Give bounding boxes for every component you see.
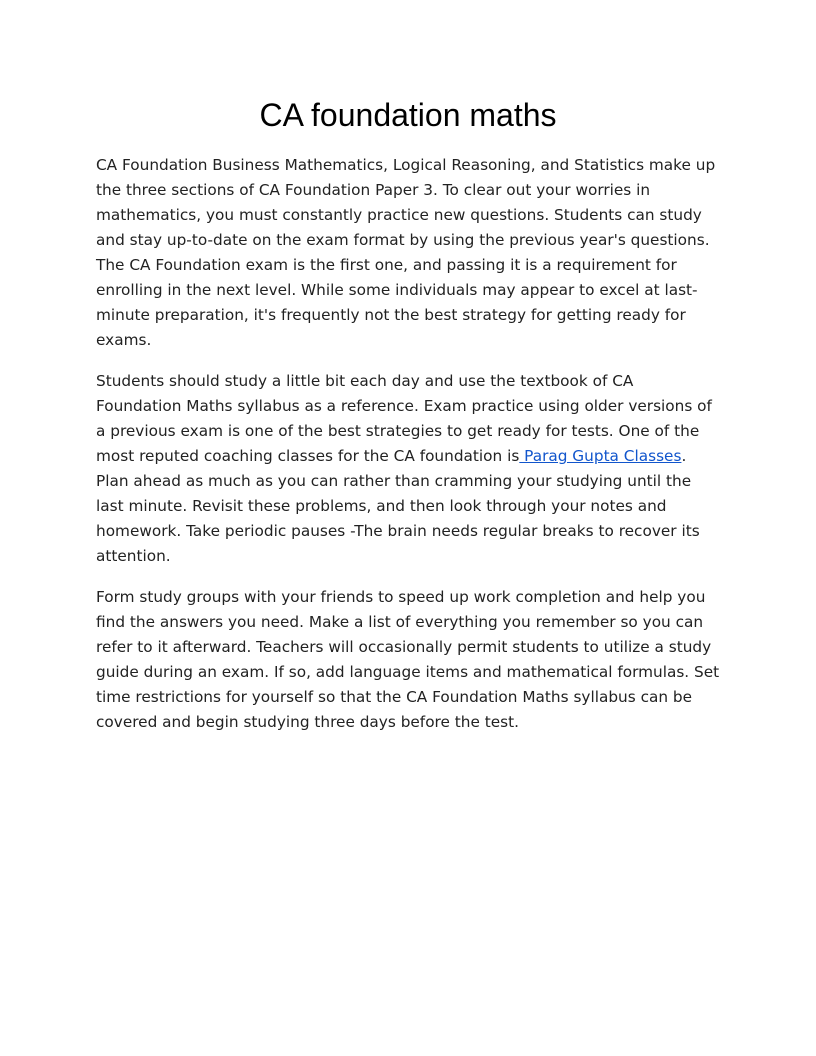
document-body <box>96 153 722 751</box>
paragraph-2-text-after-link: . Plan ahead as much as you can rather than cramming your studying until the last minute. Revisit these problems, and then look through your notes and homework. Take periodic pauses -The brain needs regular breaks to recover its attention. <box>96 447 700 565</box>
paragraph-3: Form study groups with your friends to speed up work completion and help you find the answers you need. Make a list of everything you remember so you can refer to it afterward. Teachers will occasionally permit students to utilize a study guide during an exam. If so, add language items and mathematical formulas. Set time restrictions for yourself so that the CA Foundation Maths syllabus can be covered and begin studying three days before the test. <box>96 588 720 731</box>
parag-gupta-classes-link[interactable]: Parag Gupta Classes <box>519 447 682 465</box>
paragraph-1: CA Foundation Business Mathematics, Logical Reasoning, and Statistics make up the three sections of CA Foundation Paper 3. To clear out your worries in mathematics, you must constantly practice new questions. Students can study and stay up-to-date on the exam format by using the previous year's questions. The CA Foundation exam is the first one, and passing it is a requirement for enrolling in the next level. While some individuals may appear to excel at last-minute preparation, it's frequently not the best strategy for getting ready for exams. <box>96 156 716 349</box>
paragraph-2 <box>96 369 722 569</box>
document-title: CA foundation maths <box>259 97 557 133</box>
paragraph-2-text-before-link: Students should study a little bit each day and use the textbook of CA Foundation Maths syllabus as a reference. Exam practice using older versions of a previous exam is one of the best strategies to get ready for tests. One of the most reputed coaching classes for the CA foundation is <box>96 372 712 465</box>
